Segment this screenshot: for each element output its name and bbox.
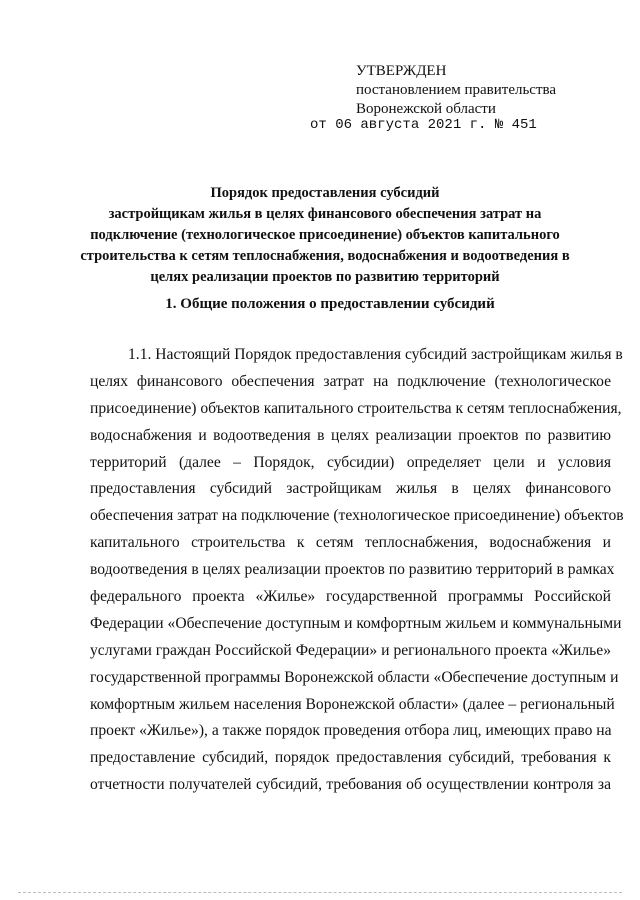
paragraph-line: предоставления субсидий застройщикам жилья в целях финансового (90, 480, 611, 498)
document-title (30, 183, 620, 288)
approval-region: Воронежской области (356, 101, 496, 117)
approval-stamp (356, 62, 556, 119)
title-line: строительства к сетям теплоснабжения, водоснабжения и водоотведения в (80, 248, 570, 264)
paragraph-line: федерального проекта «Жилье» государственной программы Российской (90, 588, 611, 606)
title-line: Порядок предоставления субсидий (210, 185, 440, 201)
paragraph-1-1 (90, 342, 624, 799)
paragraph-line: обеспечения затрат на подключение (технологическое присоединение) объектов (90, 507, 624, 525)
section-heading: 1. Общие положения о предоставлении субсидий (165, 296, 495, 312)
paragraph-line: Федерации «Обеспечение доступным и комфортным жильем и коммунальными (90, 614, 622, 632)
approval-authority: постановлением правительства (356, 82, 557, 98)
page-edge-divider (18, 892, 622, 893)
title-line: застройщикам жилья в целях финансового обеспечения затрат на (108, 206, 542, 222)
paragraph-line: водоснабжения и водоотведения в целях реализации проектов по развитию (90, 426, 611, 444)
paragraph-line: капитального строительства к сетям теплоснабжения, водоснабжения и (90, 534, 611, 552)
paragraph-line: услугами граждан Российской Федерации» и регионального проекта «Жилье» (90, 641, 611, 659)
paragraph-line: целях финансового обеспечения затрат на подключение (технологическое (90, 372, 611, 390)
title-line: подключение (технологическое присоединение) объектов капитального (90, 227, 560, 243)
paragraph-line: государственной программы Воронежской области «Обеспечение доступным и (90, 668, 619, 686)
paragraph-line: присоединение) объектов капитального строительства к сетям теплоснабжения, (90, 399, 622, 417)
paragraph-line: проект «Жилье»), а также порядок проведения отбора лиц, имеющих право на (90, 722, 612, 740)
paragraph-line: комфортным жильем населения Воронежской области» (далее – региональный (90, 695, 615, 713)
title-line: целях реализации проектов по развитию территорий (150, 269, 500, 285)
paragraph-line: предоставление субсидий, порядок предоставления субсидий, требования к (90, 749, 611, 767)
paragraph-line: отчетности получателей субсидий, требования об осуществлении контроля за (90, 776, 611, 794)
approval-word: УТВЕРЖДЕН (356, 63, 447, 79)
paragraph-line: водоотведения в целях реализации проектов по развитию территорий в рамках (90, 561, 615, 579)
paragraph-line: территорий (далее – Порядок, субсидии) определяет цели и условия (90, 453, 611, 471)
paragraph-line: 1.1. Настоящий Порядок предоставления субсидий застройщикам жилья в (128, 346, 623, 363)
approval-date: от 06 августа 2021 г. № 451 (310, 117, 537, 133)
